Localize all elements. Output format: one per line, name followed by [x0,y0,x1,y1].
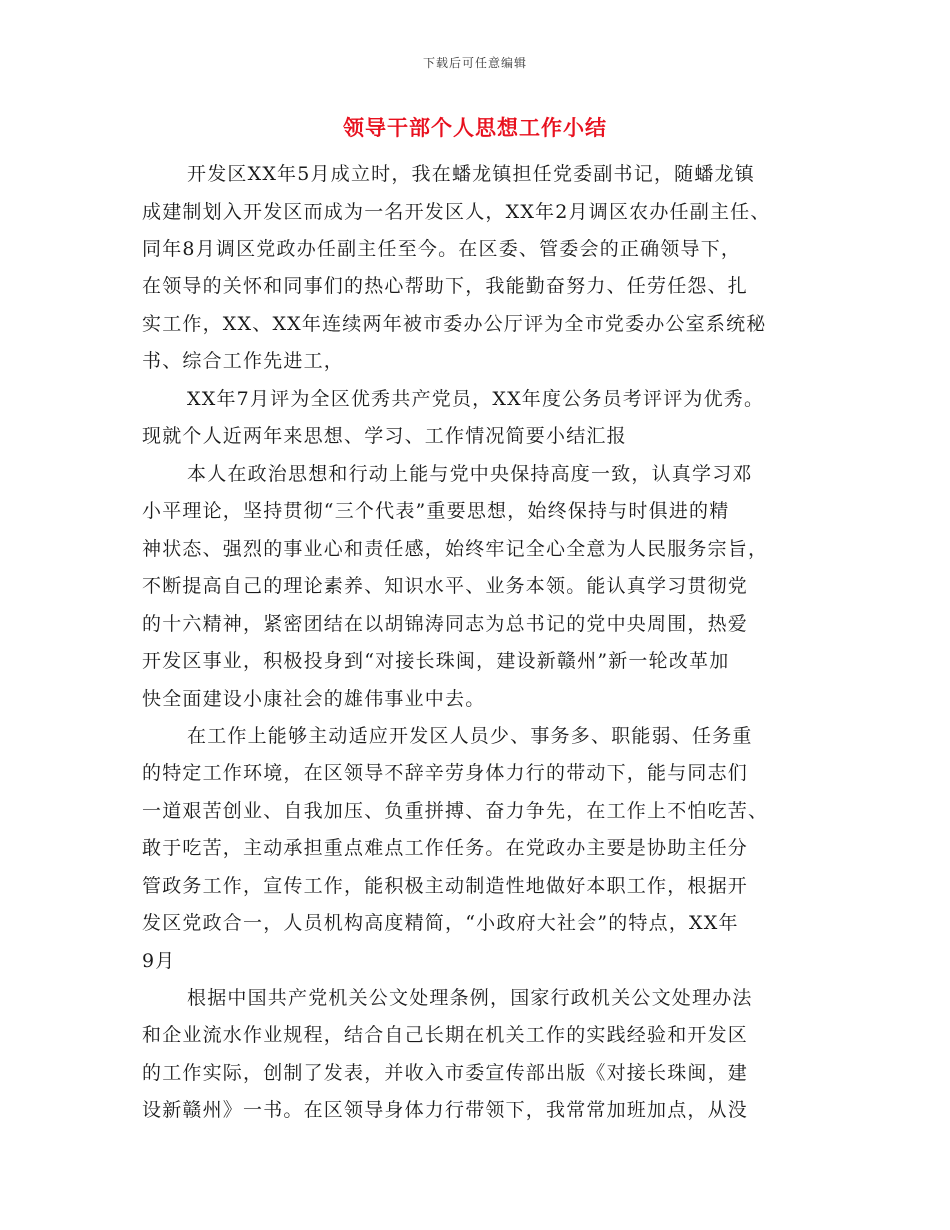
body-line: 成建制划入开发区而成为一名开发区人，XX年2月调区农办任副主任、 [142,201,771,223]
body-line: 同年8月调区党政办任副主任至今。在区委、管委会的正确领导下， [142,238,742,260]
body-line: 神状态、强烈的事业心和责任感，始终牢记全心全意为人民服务宗旨， [142,538,769,560]
body-line: 实工作，XX、XX年连续两年被市委办公厅评为全市党委办公室系统秘 [142,313,767,335]
body-line: 9月 [142,950,176,972]
body-line: 小平理论，坚持贯彻“三个代表”重要思想，始终保持与时俱进的精 [142,500,730,522]
body-line: 不断提高自己的理论素养、知识水平、业务本领。能认真学习贯彻党 [142,575,749,597]
body-line: 根据中国共产党机关公文处理条例，国家行政机关公文处理办法 [187,987,753,1009]
body-line: 本人在政治思想和行动上能与党中央保持高度一致，认真学习邓 [187,463,753,485]
body-line: 现就个人近两年来思想、学习、工作情况简要小结汇报 [142,425,627,447]
body-line: 一道艰苦创业、自我加压、负重拼搏、奋力争先，在工作上不怕吃苦、 [142,800,769,822]
body-line: 敢于吃苦，主动承担重点难点工作任务。在党政办主要是协助主任分 [142,837,749,859]
body-line: 开发区XX年5月成立时，我在蟠龙镇担任党委副书记，随蟠龙镇 [187,163,755,185]
body-line: 在工作上能够主动适应开发区人员少、事务多、职能弱、任务重 [187,725,753,747]
body-line: 在领导的关怀和同事们的热心帮助下，我能勤奋努力、任劳任怨、扎 [142,275,749,297]
body-line: 设新赣州》一书。在区领导身体力行带领下，我常常加班加点，从没 [142,1099,749,1121]
body-line: 开发区事业，积极投身到“对接长珠闽，建设新赣州”新一轮改革加 [142,650,730,672]
body-line: 发区党政合一，人员机构高度精简，“小政府大社会”的特点，XX年 [142,912,739,934]
header-note: 下载后可任意编辑 [422,56,527,70]
body-line: XX年7月评为全区优秀共产党员，XX年度公务员考评评为优秀。 [187,388,765,410]
document-title: 领导干部个人思想工作小结 [343,115,607,140]
body-line: 的工作实际，创制了发表，并收入市委宣传部出版《对接长珠闽，建 [142,1062,749,1084]
body-line: 的特定工作环境，在区领导不辞辛劳身体力行的带动下，能与同志们 [142,762,749,784]
body-line: 和企业流水作业规程，结合自己长期在机关工作的实践经验和开发区 [142,1024,749,1046]
body-line: 管政务工作，宣传工作，能积极主动制造性地做好本职工作，根据开 [142,875,749,897]
body-line: 书、综合工作先进工， [142,350,345,372]
body-line: 快全面建设小康社会的雄伟事业中去。 [142,688,486,710]
body-line: 的十六精神，紧密团结在以胡锦涛同志为总书记的党中央周围，热爱 [142,613,749,635]
